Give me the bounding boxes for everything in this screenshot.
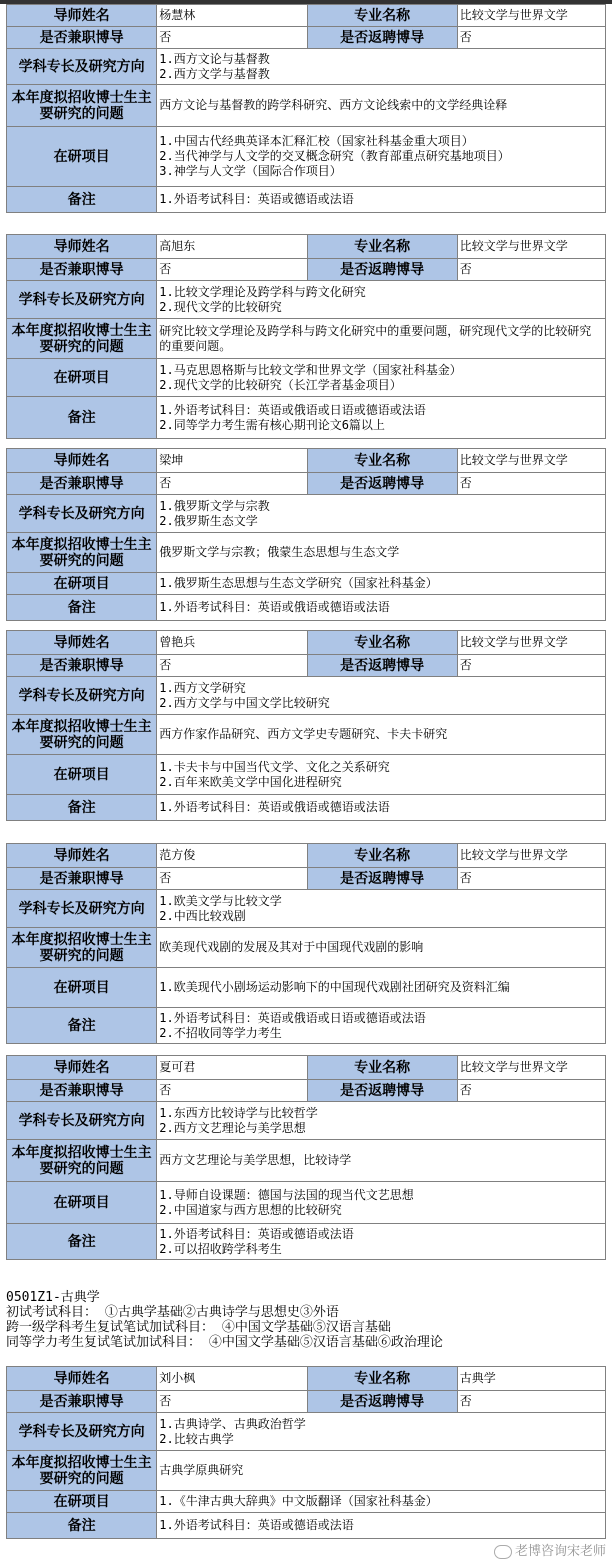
- rehired-label: 是否返聘博导: [307, 27, 457, 49]
- projects-label: 在研项目: [7, 968, 157, 1008]
- advisor-name: 刘小枫: [157, 1367, 307, 1391]
- watermark: [494, 1540, 606, 1559]
- research-field: [157, 890, 606, 928]
- current-projects-line: 1.欧美现代小剧场运动影响下的中国现代戏剧社团研究及资料汇编: [159, 980, 510, 994]
- research-field: [157, 49, 606, 85]
- rehired-label: 是否返聘博导: [307, 1080, 457, 1102]
- current-projects-line: 1.卡夫卡与中国当代文学、文化之关系研究: [159, 759, 390, 774]
- parttime-label: 是否兼职博导: [7, 655, 157, 677]
- section-cross-discipline-extra: 跨一级学科考生复试笔试加试科目： ④中国文学基础⑤汉语言基础: [6, 1320, 391, 1335]
- advisor-table: [6, 630, 606, 821]
- current-projects: [157, 127, 606, 187]
- rehired-value: 否: [457, 1080, 605, 1102]
- advisor-table: [6, 448, 606, 621]
- current-projects-line: 3.神学与人文学（国际合作项目）: [159, 164, 342, 178]
- notes-line: 1.外语考试科目：英语或德语或法语: [159, 1226, 354, 1241]
- field-label: 学科专长及研究方向: [7, 677, 157, 715]
- notes-label: 备注: [7, 1513, 157, 1539]
- advisor-name-label: 导师姓名: [7, 844, 157, 868]
- current-projects: [157, 359, 606, 397]
- research-field-line: 1.西方文学研究: [159, 680, 246, 695]
- current-projects: [157, 573, 606, 595]
- rehired-value: 否: [457, 473, 605, 495]
- rehired-label: 是否返聘博导: [307, 655, 457, 677]
- research-problem-line: 西方文艺理论与美学思想，比较诗学: [159, 1153, 352, 1167]
- problem-label: 本年度拟招收博士生主要研究的问题: [7, 533, 157, 573]
- research-field-line: 1.西方文论与基督教: [159, 51, 270, 66]
- notes-line: 1.外语考试科目：英语或俄语或日语或德语或法语: [159, 402, 426, 417]
- research-field: [157, 1102, 606, 1140]
- projects-label: 在研项目: [7, 573, 157, 595]
- major-label: 专业名称: [307, 1367, 457, 1391]
- research-problem-line: 欧美现代戏剧的发展及其对于中国现代戏剧的影响: [159, 940, 424, 954]
- field-label: 学科专长及研究方向: [7, 890, 157, 928]
- advisor-name-label: 导师姓名: [7, 5, 157, 27]
- problem-label: 本年度拟招收博士生主要研究的问题: [7, 319, 157, 359]
- parttime-value: 否: [157, 473, 307, 495]
- rehired-value: 否: [457, 27, 605, 49]
- research-field-line: 2.俄罗斯生态文学: [159, 513, 258, 528]
- major-value: 比较文学与世界文学: [457, 235, 605, 259]
- notes: [157, 1224, 606, 1260]
- notes: [157, 1008, 606, 1044]
- research-field: [157, 281, 606, 319]
- advisor-name: 曾艳兵: [157, 631, 307, 655]
- projects-label: 在研项目: [7, 1491, 157, 1513]
- parttime-value: 否: [157, 655, 307, 677]
- current-projects: [157, 1182, 606, 1224]
- notes-line: 1.外语考试科目：英语或俄语或德语或法语: [159, 800, 390, 814]
- notes: [157, 397, 606, 439]
- research-field-line: 2.西方文艺理论与美学思想: [159, 1120, 306, 1135]
- major-value: 比较文学与世界文学: [457, 1056, 605, 1080]
- problem-label: 本年度拟招收博士生主要研究的问题: [7, 928, 157, 968]
- projects-label: 在研项目: [7, 127, 157, 187]
- parttime-label: 是否兼职博导: [7, 259, 157, 281]
- current-projects-line: 1.导师自设课题：德国与法国的现当代文艺思想: [159, 1187, 414, 1202]
- research-field-line: 2.比较古典学: [159, 1431, 234, 1446]
- problem-label: 本年度拟招收博士生主要研究的问题: [7, 85, 157, 127]
- watermark-text: 老博咨询宋老师: [514, 1544, 606, 1559]
- research-problem-line: 西方文论与基督教的跨学科研究、西方文论线索中的文学经典诠释: [159, 98, 508, 112]
- parttime-value: 否: [157, 868, 307, 890]
- projects-label: 在研项目: [7, 359, 157, 397]
- current-projects-line: 2.百年来欧美文学中国化进程研究: [159, 774, 342, 789]
- advisor-table: [6, 4, 606, 213]
- research-problem: [157, 928, 606, 968]
- rehired-value: 否: [457, 655, 605, 677]
- notes-label: 备注: [7, 795, 157, 821]
- rehired-label: 是否返聘博导: [307, 259, 457, 281]
- section-code: 0501Z1-古典学: [6, 1290, 100, 1305]
- rehired-value: 否: [457, 868, 605, 890]
- major-value: 比较文学与世界文学: [457, 844, 605, 868]
- current-projects-line: 2.现代文学的比较研究（长江学者基金项目）: [159, 377, 402, 392]
- advisor-name-label: 导师姓名: [7, 1367, 157, 1391]
- rehired-label: 是否返聘博导: [307, 868, 457, 890]
- research-problem: [157, 1451, 606, 1491]
- notes-line: 1.外语考试科目：英语或德语或法语: [159, 1518, 354, 1532]
- field-label: 学科专长及研究方向: [7, 1413, 157, 1451]
- projects-label: 在研项目: [7, 1182, 157, 1224]
- major-label: 专业名称: [307, 1056, 457, 1080]
- research-field-line: 1.欧美文学与比较文学: [159, 893, 282, 908]
- rehired-value: 否: [457, 259, 605, 281]
- advisor-table: [6, 843, 606, 1044]
- field-label: 学科专长及研究方向: [7, 281, 157, 319]
- research-field: [157, 495, 606, 533]
- research-problem-line: 研究比较文学理论及跨学科与跨文化研究中的重要问题，研究现代文学的比较研究的重要问题。: [159, 323, 592, 353]
- parttime-label: 是否兼职博导: [7, 1391, 157, 1413]
- research-problem-line: 古典学原典研究: [159, 1463, 244, 1477]
- rehired-label: 是否返聘博导: [307, 473, 457, 495]
- research-field-line: 2.中西比较戏剧: [159, 908, 246, 923]
- rehired-value: 否: [457, 1391, 605, 1413]
- major-label: 专业名称: [307, 5, 457, 27]
- current-projects-line: 2.当代神学与人文学的交叉概念研究（教育部重点研究基地项目）: [159, 149, 510, 163]
- research-problem-line: 俄罗斯文学与宗教；俄蒙生态思想与生态文学: [159, 545, 400, 559]
- advisor-name-label: 导师姓名: [7, 631, 157, 655]
- major-label: 专业名称: [307, 844, 457, 868]
- notes-label: 备注: [7, 1224, 157, 1260]
- research-problem-line: 西方作家作品研究、西方文学史专题研究、卡夫卡研究: [159, 727, 448, 741]
- notes: [157, 595, 606, 621]
- field-label: 学科专长及研究方向: [7, 495, 157, 533]
- major-value: 比较文学与世界文学: [457, 5, 605, 27]
- notes-line: 1.外语考试科目：英语或俄语或德语或法语: [159, 600, 390, 614]
- major-label: 专业名称: [307, 235, 457, 259]
- advisor-name: 杨慧林: [157, 5, 307, 27]
- research-field: [157, 677, 606, 715]
- major-value: 比较文学与世界文学: [457, 449, 605, 473]
- notes-line: 2.可以招收跨学科考生: [159, 1241, 282, 1256]
- field-label: 学科专长及研究方向: [7, 1102, 157, 1140]
- current-projects-line: 1.中国古代经典英译本汇释汇校（国家社科基金重大项目）: [159, 134, 474, 148]
- research-field-line: 2.西方文学与中国文学比较研究: [159, 695, 330, 710]
- notes-label: 备注: [7, 397, 157, 439]
- notes-label: 备注: [7, 1008, 157, 1044]
- parttime-label: 是否兼职博导: [7, 473, 157, 495]
- parttime-value: 否: [157, 1080, 307, 1102]
- notes-line: 1.外语考试科目：英语或德语或法语: [159, 192, 354, 206]
- current-projects: [157, 755, 606, 795]
- advisor-table: [6, 1055, 606, 1260]
- current-projects-line: 1.俄罗斯生态思想与生态文学研究（国家社科基金）: [159, 576, 438, 590]
- advisor-table: [6, 1366, 606, 1539]
- current-projects-line: 2.中国道家与西方思想的比较研究: [159, 1202, 342, 1217]
- current-projects-line: 1.马克思恩格斯与比较文学和世界文学（国家社科基金）: [159, 362, 462, 377]
- current-projects: [157, 968, 606, 1008]
- notes-line: 2.不招收同等学力考生: [159, 1025, 282, 1040]
- parttime-value: 否: [157, 1391, 307, 1413]
- notes: [157, 795, 606, 821]
- advisor-table: [6, 234, 606, 439]
- advisor-name: 高旭东: [157, 235, 307, 259]
- research-field-line: 1.俄罗斯文学与宗教: [159, 498, 270, 513]
- research-field-line: 1.古典诗学、古典政治哲学: [159, 1416, 306, 1431]
- projects-label: 在研项目: [7, 755, 157, 795]
- advisor-name: 夏可君: [157, 1056, 307, 1080]
- major-label: 专业名称: [307, 631, 457, 655]
- advisor-name-label: 导师姓名: [7, 449, 157, 473]
- rehired-label: 是否返聘博导: [307, 1391, 457, 1413]
- parttime-label: 是否兼职博导: [7, 868, 157, 890]
- notes-label: 备注: [7, 187, 157, 213]
- notes-label: 备注: [7, 595, 157, 621]
- research-field-line: 1.东西方比较诗学与比较哲学: [159, 1105, 318, 1120]
- notes: [157, 187, 606, 213]
- parttime-value: 否: [157, 27, 307, 49]
- section-equivalent-extra: 同等学力考生复试笔试加试科目： ④中国文学基础⑤汉语言基础⑥政治理论: [6, 1335, 443, 1350]
- research-problem: [157, 319, 606, 359]
- research-problem: [157, 1140, 606, 1182]
- research-field-line: 2.西方文学与基督教: [159, 66, 270, 81]
- notes: [157, 1513, 606, 1539]
- major-label: 专业名称: [307, 449, 457, 473]
- current-projects-line: 1.《牛津古典大辞典》中文版翻译（国家社科基金）: [159, 1494, 438, 1508]
- parttime-label: 是否兼职博导: [7, 1080, 157, 1102]
- classics-section-header: [6, 1290, 606, 1350]
- parttime-value: 否: [157, 259, 307, 281]
- research-field-line: 2.现代文学的比较研究: [159, 299, 282, 314]
- current-projects: [157, 1491, 606, 1513]
- advisor-name: 梁坤: [157, 449, 307, 473]
- problem-label: 本年度拟招收博士生主要研究的问题: [7, 715, 157, 755]
- research-problem: [157, 533, 606, 573]
- notes-line: 2.同等学力考生需有核心期刊论文6篇以上: [159, 417, 385, 432]
- notes-line: 1.外语考试科目：英语或俄语或日语或德语或法语: [159, 1010, 426, 1025]
- advisor-name: 范方俊: [157, 844, 307, 868]
- advisor-name-label: 导师姓名: [7, 235, 157, 259]
- research-problem: [157, 85, 606, 127]
- problem-label: 本年度拟招收博士生主要研究的问题: [7, 1140, 157, 1182]
- field-label: 学科专长及研究方向: [7, 49, 157, 85]
- section-exam-subjects: 初试考试科目： ①古典学基础②古典诗学与思想史③外语: [6, 1305, 339, 1320]
- weibo-icon: [494, 1545, 512, 1559]
- research-problem: [157, 715, 606, 755]
- problem-label: 本年度拟招收博士生主要研究的问题: [7, 1451, 157, 1491]
- advisor-name-label: 导师姓名: [7, 1056, 157, 1080]
- research-field: [157, 1413, 606, 1451]
- major-value: 比较文学与世界文学: [457, 631, 605, 655]
- major-value: 古典学: [457, 1367, 605, 1391]
- research-field-line: 1.比较文学理论及跨学科与跨文化研究: [159, 284, 366, 299]
- parttime-label: 是否兼职博导: [7, 27, 157, 49]
